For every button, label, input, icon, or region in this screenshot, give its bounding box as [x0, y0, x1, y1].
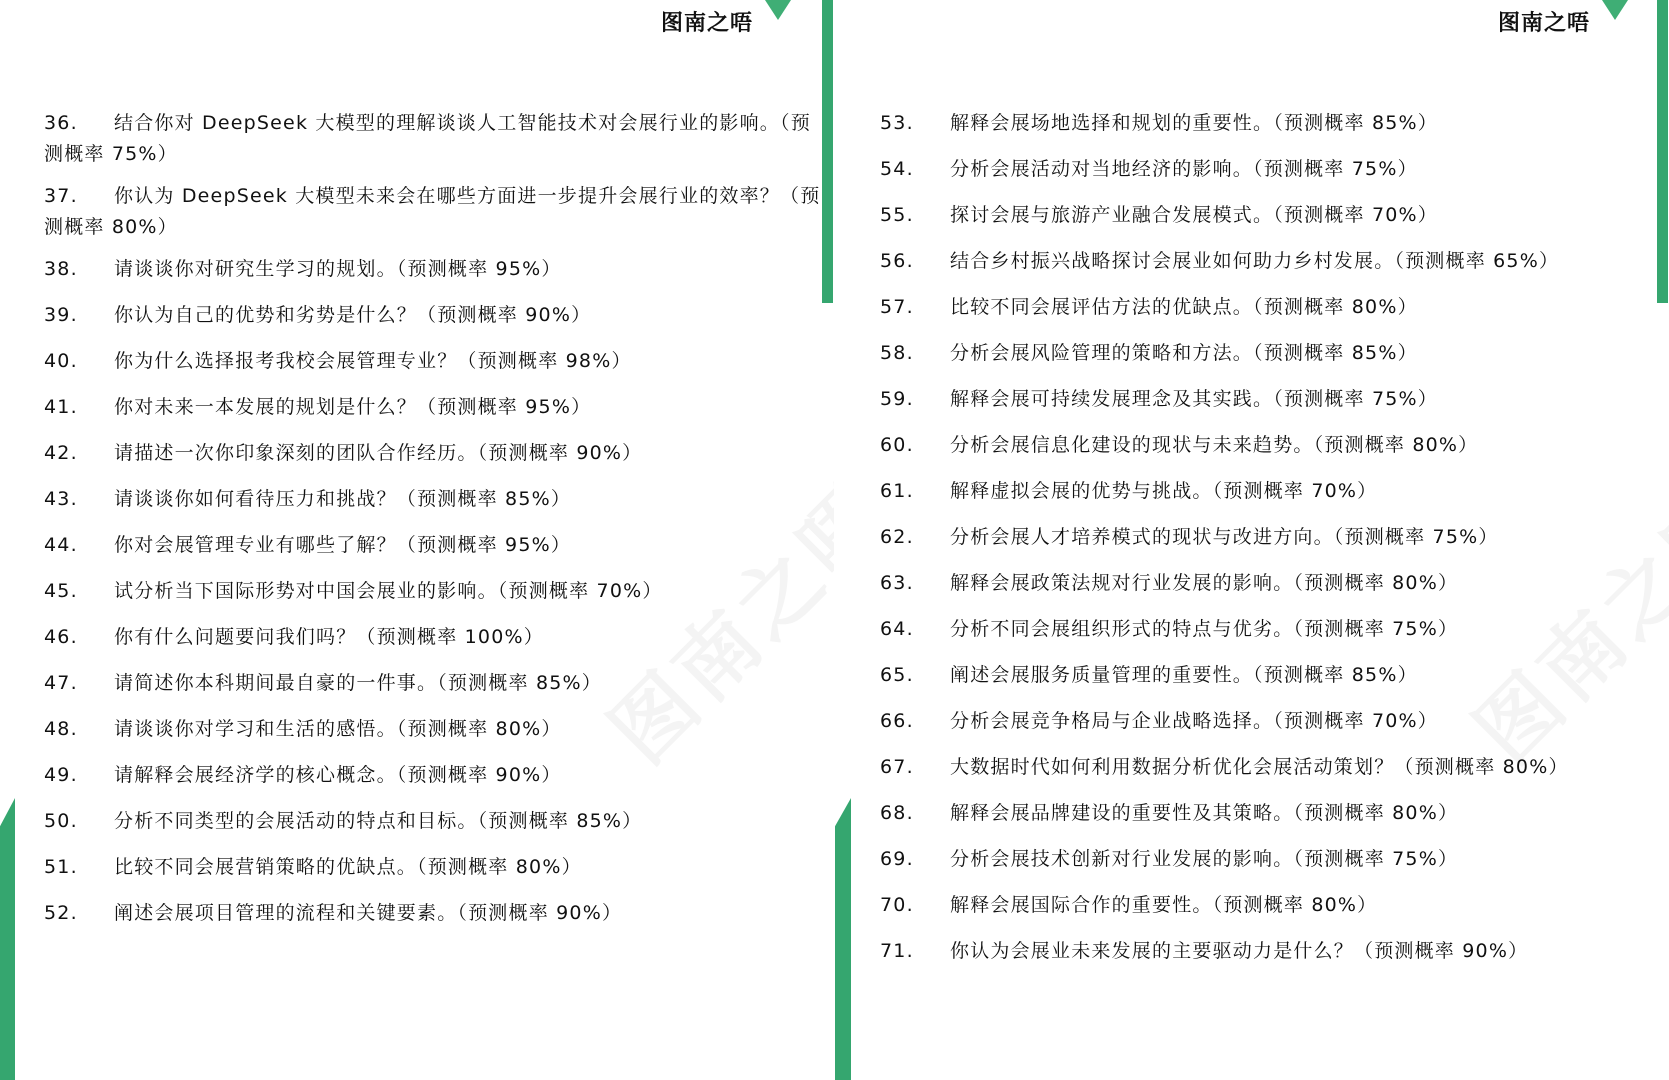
question-text: 你有什么问题要问我们吗？（预测概率 100%） — [114, 626, 544, 648]
question-text: 解释会展政策法规对行业发展的影响。（预测概率 80%） — [950, 572, 1459, 594]
list-item — [44, 714, 824, 745]
list-item — [880, 108, 1660, 139]
list-item — [44, 300, 824, 331]
question-text: 分析会展人才培养模式的现状与改进方向。（预测概率 75%） — [950, 526, 1499, 548]
question-number: 63. — [880, 572, 914, 594]
question-number: 51. — [44, 856, 78, 878]
question-text: 解释会展场地选择和规划的重要性。（预测概率 85%） — [950, 112, 1438, 134]
list-item — [44, 806, 824, 837]
question-number: 55. — [880, 204, 914, 226]
question-number: 46. — [44, 626, 78, 648]
list-item — [880, 614, 1660, 645]
question-text: 请谈谈你对学习和生活的感悟。（预测概率 80%） — [114, 718, 562, 740]
question-number: 49. — [44, 764, 78, 786]
question-number: 58. — [880, 342, 914, 364]
question-number: 70. — [880, 894, 914, 916]
list-item — [880, 476, 1660, 507]
question-text: 请描述一次你印象深刻的团队合作经历。（预测概率 90%） — [114, 442, 643, 464]
list-item — [880, 154, 1660, 185]
list-item — [44, 108, 824, 170]
question-text: 分析会展活动对当地经济的影响。（预测概率 75%） — [950, 158, 1418, 180]
list-item — [880, 752, 1660, 783]
question-number: 60. — [880, 434, 914, 456]
list-item — [880, 200, 1660, 231]
question-text: 解释会展品牌建设的重要性及其策略。（预测概率 80%） — [950, 802, 1459, 824]
question-text: 解释会展国际合作的重要性。（预测概率 80%） — [950, 894, 1378, 916]
question-text: 分析会展信息化建设的现状与未来趋势。（预测概率 80%） — [950, 434, 1479, 456]
question-text: 分析不同会展组织形式的特点与优劣。（预测概率 75%） — [950, 618, 1459, 640]
list-item — [880, 660, 1660, 691]
question-number: 38. — [44, 258, 78, 280]
question-number: 42. — [44, 442, 78, 464]
question-text: 分析不同类型的会展活动的特点和目标。（预测概率 85%） — [114, 810, 643, 832]
question-text: 结合你对 DeepSeek 大模型的理解谈谈人工智能技术对会展行业的影响。（预测概率 75%） — [44, 112, 811, 165]
list-item — [44, 576, 824, 607]
question-number: 57. — [880, 296, 914, 318]
question-text: 试分析当下国际形势对中国会展业的影响。（预测概率 70%） — [114, 580, 663, 602]
brand-logo: 图南之唔 — [661, 11, 754, 36]
question-number: 59. — [880, 388, 914, 410]
question-number: 53. — [880, 112, 914, 134]
list-item — [44, 254, 824, 285]
corner-triangle-decoration — [1602, 0, 1628, 20]
question-number: 56. — [880, 250, 914, 272]
question-text: 你对会展管理专业有哪些了解？（预测概率 95%） — [114, 534, 572, 556]
question-text: 你认为 DeepSeek 大模型未来会在哪些方面进一步提升会展行业的效率？（预测概率 80%） — [44, 185, 821, 238]
question-text: 请简述你本科期间最自豪的一件事。（预测概率 85%） — [114, 672, 602, 694]
list-item — [880, 292, 1660, 323]
list-item — [44, 346, 824, 377]
question-number: 54. — [880, 158, 914, 180]
list-item — [44, 760, 824, 791]
list-item — [44, 484, 824, 515]
list-item — [880, 936, 1660, 967]
question-text: 大数据时代如何利用数据分析优化会展活动策划？（预测概率 80%） — [950, 756, 1569, 778]
question-number: 52. — [44, 902, 78, 924]
question-text: 你认为自己的优势和劣势是什么？（预测概率 90%） — [114, 304, 592, 326]
right-page — [835, 0, 1669, 1080]
question-number: 40. — [44, 350, 78, 372]
question-text: 结合乡村振兴战略探讨会展业如何助力乡村发展。（预测概率 65%） — [950, 250, 1560, 272]
question-text: 你为什么选择报考我校会展管理专业？（预测概率 98%） — [114, 350, 632, 372]
question-number: 69. — [880, 848, 914, 870]
question-number: 68. — [880, 802, 914, 824]
question-number: 62. — [880, 526, 914, 548]
question-number: 36. — [44, 112, 78, 134]
question-text: 你认为会展业未来发展的主要驱动力是什么？（预测概率 90%） — [950, 940, 1529, 962]
question-text: 阐述会展项目管理的流程和关键要素。（预测概率 90%） — [114, 902, 623, 924]
question-number: 41. — [44, 396, 78, 418]
question-text: 阐述会展服务质量管理的重要性。（预测概率 85%） — [950, 664, 1418, 686]
list-item — [880, 338, 1660, 369]
question-text: 请谈谈你如何看待压力和挑战？（预测概率 85%） — [114, 488, 572, 510]
question-text: 分析会展竞争格局与企业战略选择。（预测概率 70%） — [950, 710, 1438, 732]
question-number: 65. — [880, 664, 914, 686]
corner-triangle-decoration — [765, 0, 791, 20]
list-item — [44, 530, 824, 561]
question-number: 44. — [44, 534, 78, 556]
question-number: 45. — [44, 580, 78, 602]
question-number: 66. — [880, 710, 914, 732]
question-number: 71. — [880, 940, 914, 962]
list-item — [880, 890, 1660, 921]
list-item — [880, 798, 1660, 829]
list-item — [44, 898, 824, 929]
list-item — [44, 622, 824, 653]
question-text: 你对未来一本发展的规划是什么？（预测概率 95%） — [114, 396, 592, 418]
question-number: 47. — [44, 672, 78, 694]
list-item — [880, 522, 1660, 553]
question-text: 解释虚拟会展的优势与挑战。（预测概率 70%） — [950, 480, 1378, 502]
question-text: 比较不同会展评估方法的优缺点。（预测概率 80%） — [950, 296, 1418, 318]
list-item — [880, 246, 1660, 277]
question-list — [44, 108, 824, 944]
list-item — [44, 181, 824, 243]
list-item — [44, 438, 824, 469]
question-number: 67. — [880, 756, 914, 778]
list-item — [880, 430, 1660, 461]
list-item — [880, 706, 1660, 737]
list-item — [44, 392, 824, 423]
list-item — [44, 852, 824, 883]
question-number: 61. — [880, 480, 914, 502]
green-side-bar-bottom — [835, 798, 851, 1080]
list-item — [880, 568, 1660, 599]
question-text: 解释会展可持续发展理念及其实践。（预测概率 75%） — [950, 388, 1438, 410]
question-number: 39. — [44, 304, 78, 326]
list-item — [880, 384, 1660, 415]
list-item — [880, 844, 1660, 875]
question-list — [880, 108, 1660, 982]
question-text: 探讨会展与旅游产业融合发展模式。（预测概率 70%） — [950, 204, 1438, 226]
question-number: 43. — [44, 488, 78, 510]
question-text: 分析会展风险管理的策略和方法。（预测概率 85%） — [950, 342, 1418, 364]
question-number: 50. — [44, 810, 78, 832]
green-side-bar-bottom — [0, 798, 15, 1080]
question-text: 请谈谈你对研究生学习的规划。（预测概率 95%） — [114, 258, 562, 280]
left-page — [0, 0, 834, 1080]
question-text: 请解释会展经济学的核心概念。（预测概率 90%） — [114, 764, 562, 786]
list-item — [44, 668, 824, 699]
question-number: 37. — [44, 185, 78, 207]
question-number: 48. — [44, 718, 78, 740]
question-text: 分析会展技术创新对行业发展的影响。（预测概率 75%） — [950, 848, 1459, 870]
question-number: 64. — [880, 618, 914, 640]
question-text: 比较不同会展营销策略的优缺点。（预测概率 80%） — [114, 856, 582, 878]
brand-logo: 图南之唔 — [1498, 11, 1591, 36]
